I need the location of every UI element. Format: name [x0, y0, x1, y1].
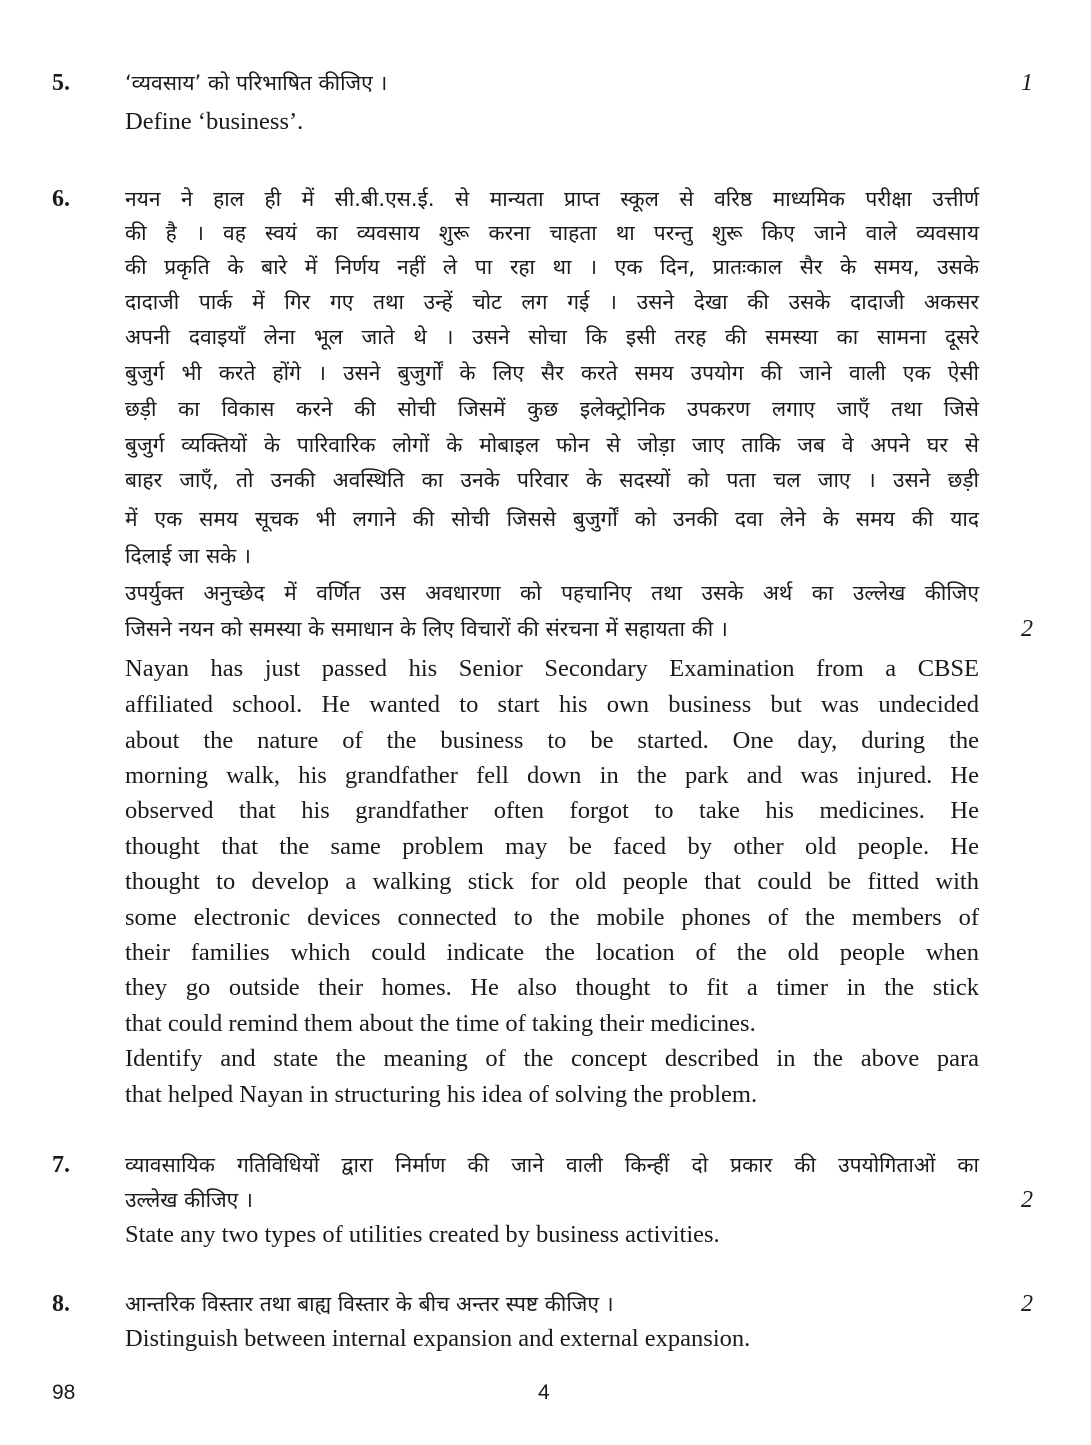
question-text-hindi: ‘व्यवसाय’ को परिभाषित कीजिए ।	[125, 71, 388, 95]
question-marks: 2	[1021, 616, 1033, 642]
question-number: 5.	[52, 70, 70, 96]
question-text-english: Define ‘business’.	[125, 108, 304, 135]
question-text-hindi: आन्तरिक विस्तार तथा बाह्य विस्तार के बीच अन्तर स्पष्ट कीजिए ।	[125, 1292, 614, 1316]
question-text-english: that helped Nayan in structuring his idea of solving the problem.	[125, 1081, 758, 1108]
question-text-hindi: छड़ी का विकास करने की सोची जिसमें कुछ इलेक्ट्रोनिक उपकरण लगाए जाएँ तथा जिसे	[125, 397, 979, 421]
question-text-hindi: बुजुर्ग व्यक्तियों के पारिवारिक लोगों के मोबाइल फोन से जोड़ा जाए ताकि जब वे अपने घर से	[125, 433, 979, 457]
question-text-english: some electronic devices connected to the mobile phones of the members of	[125, 904, 979, 931]
question-marks: 2	[1021, 1187, 1033, 1213]
question-text-english: Distinguish between internal expansion and external expansion.	[125, 1325, 751, 1352]
question-text-hindi: में एक समय सूचक भी लगाने की सोची जिससे बुजुर्गों को उनकी दवा लेने के समय की याद	[125, 507, 979, 531]
question-text-english: Identify and state the meaning of the concept described in the above para	[125, 1045, 979, 1072]
page-number: 4	[538, 1381, 550, 1404]
question-text-english: about the nature of the business to be started. One day, during the	[125, 727, 979, 754]
question-text-english: their families which could indicate the location of the old people when	[125, 939, 979, 966]
question-text-english: morning walk, his grandfather fell down in the park and was injured. He	[125, 762, 979, 789]
question-text-english: State any two types of utilities created by business activities.	[125, 1221, 720, 1248]
question-text-english: they go outside their homes. He also thought to fit a timer in the stick	[125, 974, 979, 1001]
question-text-hindi: उल्लेख कीजिए ।	[125, 1188, 253, 1212]
paper-code: 98	[52, 1381, 76, 1404]
question-number: 7.	[52, 1152, 70, 1178]
question-text-english: that could remind them about the time of taking their medicines.	[125, 1010, 756, 1037]
question-text-english: Nayan has just passed his Senior Secondary Examination from a CBSE	[125, 655, 979, 682]
question-text-hindi: बुजुर्ग भी करते होंगे । उसने बुजुर्गों के लिए सैर करते समय उपयोग की जाने वाली एक ऐसी	[125, 361, 979, 385]
question-text-hindi: अपनी दवाइयाँ लेना भूल जाते थे । उसने सोचा कि इसी तरह की समस्या का सामना दूसरे	[125, 325, 979, 349]
question-text-hindi: उपर्युक्त अनुच्छेद में वर्णित उस अवधारणा को पहचानिए तथा उसके अर्थ का उल्लेख कीजिए	[125, 581, 979, 605]
question-text-hindi: व्यावसायिक गतिविधियों द्वारा निर्माण की जाने वाली किन्हीं दो प्रकार की उपयोगिताओं का	[125, 1153, 979, 1177]
question-text-english: thought that the same problem may be faced by other old people. He	[125, 833, 979, 860]
question-text-hindi: की प्रकृति के बारे में निर्णय नहीं ले पा रहा था । एक दिन, प्रातःकाल सैर के समय, उसके	[125, 255, 979, 279]
question-text-hindi: की है । वह स्वयं का व्यवसाय शुरू करना चाहता था परन्तु शुरू किए जाने वाले व्यवसाय	[125, 221, 979, 245]
question-number: 8.	[52, 1291, 70, 1317]
question-text-hindi: दिलाई जा सके ।	[125, 544, 251, 568]
question-text-english: thought to develop a walking stick for old people that could be fitted with	[125, 868, 979, 895]
question-text-hindi: दादाजी पार्क में गिर गए तथा उन्हें चोट लग गई । उसने देखा की उसके दादाजी अकसर	[125, 290, 979, 314]
question-text-english: affiliated school. He wanted to start his own business but was undecided	[125, 691, 979, 718]
question-text-hindi: जिसने नयन को समस्या के समाधान के लिए विचारों की संरचना में सहायता की ।	[125, 617, 728, 641]
question-marks: 1	[1021, 70, 1033, 96]
question-text-hindi: बाहर जाएँ, तो उनकी अवस्थिति का उनके परिवार के सदस्यों को पता चल जाए । उसने छड़ी	[125, 468, 979, 492]
question-number: 6.	[52, 186, 70, 212]
question-text-english: observed that his grandfather often forgot to take his medicines. He	[125, 797, 979, 824]
question-marks: 2	[1021, 1291, 1033, 1317]
question-text-hindi: नयन ने हाल ही में सी.बी.एस.ई. से मान्यता प्राप्त स्कूल से वरिष्ठ माध्यमिक परीक्षा उत्तीर्ण	[125, 187, 979, 211]
